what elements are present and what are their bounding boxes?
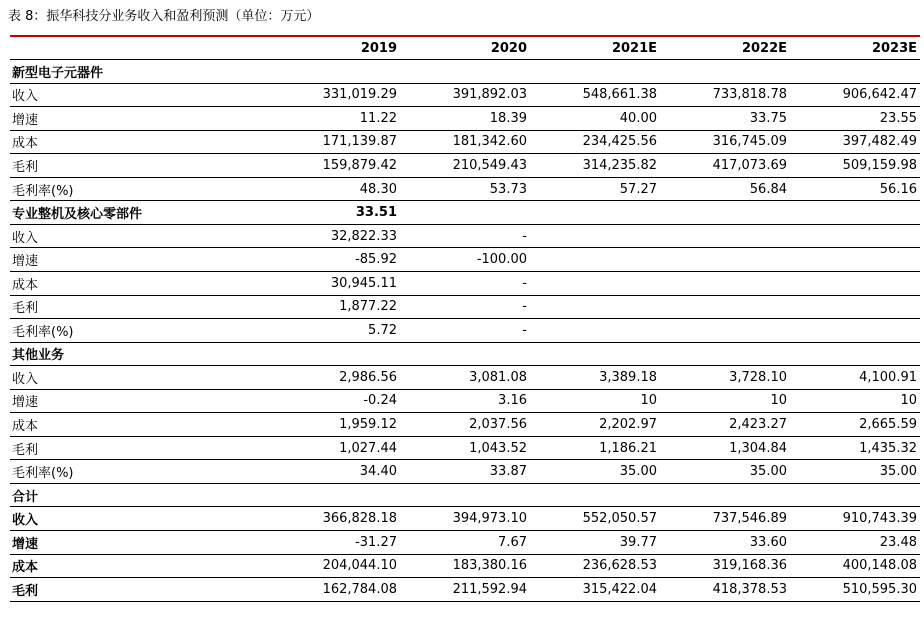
value-cell bbox=[235, 60, 400, 84]
value-cell: 417,073.69 bbox=[660, 154, 790, 178]
table-row bbox=[10, 460, 920, 484]
header-cell bbox=[10, 36, 235, 60]
value-cell bbox=[400, 201, 530, 225]
value-cell bbox=[660, 248, 790, 272]
value-cell bbox=[660, 295, 790, 319]
value-cell: 418,378.53 bbox=[660, 578, 790, 602]
table-row bbox=[10, 319, 920, 343]
value-cell bbox=[790, 483, 920, 507]
value-cell bbox=[790, 224, 920, 248]
table-row bbox=[10, 530, 920, 554]
value-cell: 2,986.56 bbox=[235, 366, 400, 390]
table-row bbox=[10, 366, 920, 390]
value-cell: 57.27 bbox=[530, 177, 660, 201]
value-cell bbox=[530, 342, 660, 366]
value-cell: 319,168.36 bbox=[660, 554, 790, 578]
value-cell: 159,879.42 bbox=[235, 154, 400, 178]
value-cell bbox=[790, 248, 920, 272]
value-cell: 366,828.18 bbox=[235, 507, 400, 531]
table-row bbox=[10, 554, 920, 578]
value-cell: 5.72 bbox=[235, 319, 400, 343]
value-cell: 35.00 bbox=[790, 460, 920, 484]
value-cell: 2,037.56 bbox=[400, 413, 530, 437]
row-label: 新型电子元器件 bbox=[10, 60, 235, 84]
value-cell: 3.16 bbox=[400, 389, 530, 413]
value-cell: 11.22 bbox=[235, 107, 400, 131]
value-cell: 236,628.53 bbox=[530, 554, 660, 578]
table-row bbox=[10, 413, 920, 437]
value-cell bbox=[660, 342, 790, 366]
value-cell bbox=[660, 201, 790, 225]
table-row bbox=[10, 83, 920, 107]
table-row bbox=[10, 389, 920, 413]
value-cell: 33.51 bbox=[235, 201, 400, 225]
value-cell: 1,186.21 bbox=[530, 436, 660, 460]
value-cell: - bbox=[400, 271, 530, 295]
value-cell: 48.30 bbox=[235, 177, 400, 201]
section-row bbox=[10, 483, 920, 507]
value-cell: - bbox=[400, 295, 530, 319]
value-cell bbox=[400, 483, 530, 507]
table-row bbox=[10, 107, 920, 131]
value-cell: 315,422.04 bbox=[530, 578, 660, 602]
table-row bbox=[10, 224, 920, 248]
value-cell bbox=[790, 319, 920, 343]
value-cell: 40.00 bbox=[530, 107, 660, 131]
value-cell: 1,959.12 bbox=[235, 413, 400, 437]
section-row bbox=[10, 342, 920, 366]
value-cell: 3,081.08 bbox=[400, 366, 530, 390]
forecast-table bbox=[10, 35, 920, 602]
value-cell: 2,202.97 bbox=[530, 413, 660, 437]
value-cell bbox=[530, 271, 660, 295]
value-cell bbox=[790, 201, 920, 225]
row-label: 专业整机及核心零部件 bbox=[10, 201, 235, 225]
value-cell: 906,642.47 bbox=[790, 83, 920, 107]
row-label: 增速 bbox=[10, 107, 235, 131]
value-cell bbox=[530, 248, 660, 272]
section-row bbox=[10, 201, 920, 225]
value-cell: 10 bbox=[660, 389, 790, 413]
table-row bbox=[10, 436, 920, 460]
value-cell bbox=[790, 271, 920, 295]
value-cell: -31.27 bbox=[235, 530, 400, 554]
row-label: 增速 bbox=[10, 389, 235, 413]
row-label: 成本 bbox=[10, 130, 235, 154]
value-cell: 53.73 bbox=[400, 177, 530, 201]
value-cell: 35.00 bbox=[660, 460, 790, 484]
value-cell: 181,342.60 bbox=[400, 130, 530, 154]
value-cell: 548,661.38 bbox=[530, 83, 660, 107]
row-label: 收入 bbox=[10, 224, 235, 248]
value-cell: 1,304.84 bbox=[660, 436, 790, 460]
value-cell: 23.55 bbox=[790, 107, 920, 131]
value-cell: 35.00 bbox=[530, 460, 660, 484]
value-cell: 331,019.29 bbox=[235, 83, 400, 107]
table-row bbox=[10, 130, 920, 154]
value-cell: 32,822.33 bbox=[235, 224, 400, 248]
value-cell: 234,425.56 bbox=[530, 130, 660, 154]
value-cell bbox=[530, 483, 660, 507]
value-cell: 400,148.08 bbox=[790, 554, 920, 578]
value-cell bbox=[530, 319, 660, 343]
section-row bbox=[10, 60, 920, 84]
value-cell: 397,482.49 bbox=[790, 130, 920, 154]
value-cell: 3,728.10 bbox=[660, 366, 790, 390]
value-cell bbox=[660, 319, 790, 343]
value-cell: 7.67 bbox=[400, 530, 530, 554]
value-cell bbox=[660, 60, 790, 84]
value-cell: 30,945.11 bbox=[235, 271, 400, 295]
value-cell bbox=[530, 224, 660, 248]
value-cell: 4,100.91 bbox=[790, 366, 920, 390]
value-cell: 733,818.78 bbox=[660, 83, 790, 107]
value-cell bbox=[400, 342, 530, 366]
table-row bbox=[10, 578, 920, 602]
value-cell bbox=[790, 342, 920, 366]
table-caption: 表 8：振华科技分业务收入和盈利预测（单位：万元） bbox=[8, 9, 320, 24]
table-row bbox=[10, 295, 920, 319]
value-cell: 204,044.10 bbox=[235, 554, 400, 578]
value-cell: 211,592.94 bbox=[400, 578, 530, 602]
table-row bbox=[10, 271, 920, 295]
value-cell: 3,389.18 bbox=[530, 366, 660, 390]
value-cell: 737,546.89 bbox=[660, 507, 790, 531]
value-cell bbox=[530, 201, 660, 225]
header-cell: 2019 bbox=[235, 36, 400, 60]
value-cell: 10 bbox=[530, 389, 660, 413]
row-label: 毛利率(%) bbox=[10, 460, 235, 484]
value-cell bbox=[660, 224, 790, 248]
value-cell: 23.48 bbox=[790, 530, 920, 554]
value-cell: -85.92 bbox=[235, 248, 400, 272]
row-label: 毛利 bbox=[10, 578, 235, 602]
header-cell: 2023E bbox=[790, 36, 920, 60]
value-cell bbox=[235, 483, 400, 507]
value-cell bbox=[530, 295, 660, 319]
value-cell: 183,380.16 bbox=[400, 554, 530, 578]
row-label: 毛利 bbox=[10, 436, 235, 460]
value-cell: 18.39 bbox=[400, 107, 530, 131]
value-cell bbox=[790, 60, 920, 84]
row-label: 毛利率(%) bbox=[10, 177, 235, 201]
value-cell: 1,877.22 bbox=[235, 295, 400, 319]
row-label: 毛利 bbox=[10, 295, 235, 319]
value-cell bbox=[660, 271, 790, 295]
value-cell: 56.84 bbox=[660, 177, 790, 201]
row-label: 收入 bbox=[10, 366, 235, 390]
row-label: 增速 bbox=[10, 530, 235, 554]
table-row bbox=[10, 177, 920, 201]
header-cell: 2020 bbox=[400, 36, 530, 60]
value-cell: -100.00 bbox=[400, 248, 530, 272]
header-cell: 2021E bbox=[530, 36, 660, 60]
value-cell: 1,043.52 bbox=[400, 436, 530, 460]
table-row bbox=[10, 507, 920, 531]
value-cell bbox=[660, 483, 790, 507]
row-label: 增速 bbox=[10, 248, 235, 272]
row-label: 其他业务 bbox=[10, 342, 235, 366]
value-cell: 1,027.44 bbox=[235, 436, 400, 460]
value-cell: 1,435.32 bbox=[790, 436, 920, 460]
value-cell: 314,235.82 bbox=[530, 154, 660, 178]
header-cell: 2022E bbox=[660, 36, 790, 60]
value-cell: -0.24 bbox=[235, 389, 400, 413]
value-cell: 509,159.98 bbox=[790, 154, 920, 178]
value-cell: 316,745.09 bbox=[660, 130, 790, 154]
table-row bbox=[10, 154, 920, 178]
value-cell: 552,050.57 bbox=[530, 507, 660, 531]
value-cell bbox=[790, 295, 920, 319]
row-label: 毛利 bbox=[10, 154, 235, 178]
row-label: 合计 bbox=[10, 483, 235, 507]
value-cell: - bbox=[400, 224, 530, 248]
row-label: 成本 bbox=[10, 413, 235, 437]
value-cell: 171,139.87 bbox=[235, 130, 400, 154]
table-row bbox=[10, 248, 920, 272]
value-cell bbox=[530, 60, 660, 84]
value-cell: 39.77 bbox=[530, 530, 660, 554]
row-label: 毛利率(%) bbox=[10, 319, 235, 343]
value-cell: 10 bbox=[790, 389, 920, 413]
value-cell: 2,665.59 bbox=[790, 413, 920, 437]
value-cell: 34.40 bbox=[235, 460, 400, 484]
value-cell: 2,423.27 bbox=[660, 413, 790, 437]
row-label: 成本 bbox=[10, 271, 235, 295]
row-label: 收入 bbox=[10, 83, 235, 107]
value-cell: 510,595.30 bbox=[790, 578, 920, 602]
value-cell: 210,549.43 bbox=[400, 154, 530, 178]
value-cell: 391,892.03 bbox=[400, 83, 530, 107]
table-body bbox=[10, 60, 920, 602]
value-cell: 33.60 bbox=[660, 530, 790, 554]
value-cell bbox=[235, 342, 400, 366]
value-cell: 33.75 bbox=[660, 107, 790, 131]
value-cell: 394,973.10 bbox=[400, 507, 530, 531]
value-cell: - bbox=[400, 319, 530, 343]
value-cell: 33.87 bbox=[400, 460, 530, 484]
value-cell bbox=[400, 60, 530, 84]
value-cell: 162,784.08 bbox=[235, 578, 400, 602]
row-label: 收入 bbox=[10, 507, 235, 531]
row-label: 成本 bbox=[10, 554, 235, 578]
value-cell: 56.16 bbox=[790, 177, 920, 201]
header-row bbox=[10, 36, 920, 60]
value-cell: 910,743.39 bbox=[790, 507, 920, 531]
